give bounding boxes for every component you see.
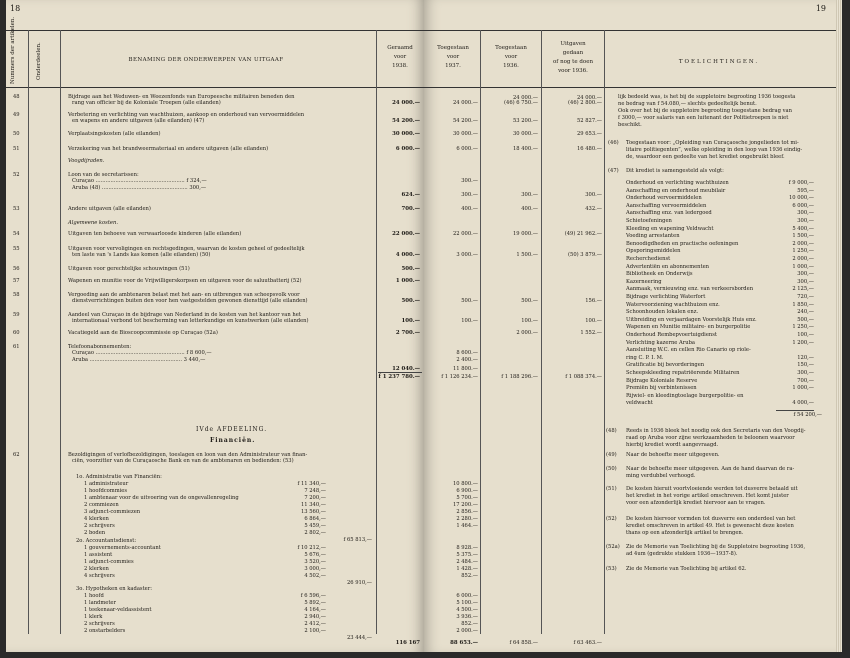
row-description: Vergoeding aan de ambtenaren belast met het aan- en uitbrengen van scheepsvolk voor <box>68 292 300 298</box>
hypotheken-subtotal: 23 444,— <box>347 635 372 641</box>
spec-item: Onderhoud Rembepvoertuigdienst <box>626 332 717 338</box>
row-description-cont: rang van officier bij de Koloniale Troepen (alle eilanden) <box>72 100 221 107</box>
page-total-1936: f 1 188 296.— <box>501 374 538 380</box>
row-description-cont: ciën, voorzitter van de Curaçaosche Bank en van de ambtenaren en bedienden: (53) <box>72 458 294 464</box>
note-line: ad 4um (gedrukte stukken 1936—1937-8). <box>626 551 738 557</box>
row-description: Telefoonabonnementen: <box>68 344 132 350</box>
amount-1936: 400.— <box>521 206 538 212</box>
page-total-1937: f 1 126 234.— <box>441 374 478 380</box>
spec-amount: 6 000,— <box>792 202 814 209</box>
staff-amount: 13 560,— <box>301 509 326 515</box>
amount-geraamd: 500.— <box>401 266 420 272</box>
amount-uitgaven: 100.— <box>585 318 602 325</box>
row-description: Verbetering en verlichting van wachthuizen, aankoop en onderhoud van vervoermiddelen <box>68 112 305 118</box>
spec-item: Schoonhouden lokalen enz. <box>626 309 699 316</box>
note-line: voor een afzonderlijk krediet hiervoor aan te vragen. <box>626 500 766 506</box>
staff-amount: 3 000,— <box>304 566 326 572</box>
staff-line: 1 assistent <box>84 552 113 558</box>
amount-1937: 500.— <box>461 298 478 305</box>
staff-amount: 5 459,— <box>304 523 326 529</box>
row-description: Uitgaven voor gerechtelijke schouwingen (51) <box>68 266 190 272</box>
amount-1936: 500.— <box>521 298 538 305</box>
amount-1937: 24 000.— <box>453 100 478 107</box>
right-page <box>424 0 842 652</box>
spec-item: Bibliotheek en Onderwijs <box>626 271 693 278</box>
amount-1936: 18 400.— <box>513 146 538 152</box>
spec-amount: 5 400,— <box>792 225 814 232</box>
staff-line: 1 ambtenaar voor de uitvoering van de ongevallenregeling <box>84 495 239 501</box>
staff-line: 4 klerken <box>84 516 109 522</box>
note-line: Reeds in 1936 bleek het noodig ook den Secretaris van den Voogdij- <box>626 428 806 434</box>
row-description: Uitgaven voor vervoligingen en rechtsgedingen, waarvan de kosten geheel of gedeeltelijk <box>68 246 305 252</box>
row-description: Loon van de secretarissen: <box>68 172 139 178</box>
spec-amount: 300,— <box>797 271 814 278</box>
staff-1937: 17 200.— <box>453 502 478 508</box>
amount-uitgaven: 24 000.— <box>577 95 602 102</box>
header-toegestaan-1937: Toegestaan voor 1937. <box>437 45 469 69</box>
article-number: 52 <box>13 172 20 178</box>
amount-1937: 400.— <box>461 206 478 212</box>
spec-amount: 500,— <box>797 316 814 323</box>
spec-amount: 595,— <box>797 187 814 194</box>
open-ledger <box>6 0 842 652</box>
accountantsdienst-subtotal: 26 910,— <box>347 580 372 586</box>
spec-item: Opsporingsmiddelen <box>626 248 681 255</box>
amount-geraamd: 30 000.— <box>392 131 420 137</box>
note-line: Zie de Memorie van Toelichting bij artikel 62. <box>626 566 747 572</box>
staff-amount: 5 676,— <box>304 552 326 558</box>
staff-amount: f 10 212,— <box>297 545 326 551</box>
spec-item: Scheepskleeding repatriëerende Militairen <box>626 370 740 376</box>
spec-item: Recherchedienst <box>626 256 671 262</box>
spec-amount: 1 850,— <box>792 301 814 308</box>
spec-amount: 2 000,— <box>792 256 814 262</box>
spec-item: Verlichting kazerne Aruba <box>626 339 695 346</box>
amount-1937: 54 200.— <box>453 118 478 125</box>
article-number: 50 <box>13 131 20 137</box>
note-line: beschikt. <box>618 122 642 128</box>
spec-amount: 2 125,— <box>792 286 814 293</box>
article-number: 48 <box>13 94 20 100</box>
spec-item: Onderhoud vervoermiddelen <box>626 195 702 202</box>
staff-line: 1 hoofdcommies <box>84 488 128 494</box>
staff-line: 2 onstarbelders <box>84 628 126 634</box>
staff-1937: 1 428.— <box>456 566 478 572</box>
page-number-left: 18 <box>10 4 21 13</box>
amount-1937: 300.— <box>461 178 478 185</box>
spec-item: Watervoorziening wachthuizen enz. <box>626 301 720 308</box>
spec-amount: 1 200,— <box>792 339 814 346</box>
header-uitgaven: Uitgaven gedaan of nog te doen voor 1936. <box>552 41 594 74</box>
amount-geraamd: 4 000.— <box>395 252 420 259</box>
article-number: 56 <box>13 266 20 272</box>
amount-1937: 300.— <box>461 192 478 198</box>
row-description: Uitgaven ten behoeve van verwaarloosde kinderen (alle eilanden) <box>68 231 242 237</box>
staff-1937: 10 800.— <box>453 481 478 487</box>
header-description: BENAMING DER ONDERWERPEN VAN UITGAAF <box>128 57 284 63</box>
amount-uitgaven: 16 480.— <box>577 146 602 152</box>
amount-1937: 100.— <box>461 318 478 325</box>
header-parts: Onderdeelen. <box>36 42 42 80</box>
article-number: 51 <box>13 146 20 152</box>
note-key: (52a) <box>606 544 620 550</box>
note-line: het krediet in het vorige artikel omschreven. Het komt juister <box>626 493 789 499</box>
note-key: (46) <box>608 140 619 146</box>
sub-heading: 3o. Hypotheken en kadaster: <box>76 586 152 592</box>
amount-1937: 22 000.— <box>453 231 478 237</box>
staff-1937: 5 100.— <box>456 600 478 606</box>
article-number: 59 <box>13 312 20 318</box>
group-heading: Voogdijraden. <box>68 158 105 164</box>
note-key: (53) <box>606 566 617 572</box>
bottom-total-1936: f 64 858.— <box>509 640 538 646</box>
amount-geraamd: 24 000.— <box>392 100 420 107</box>
row-description-cont: internationaal verbond tot bescherming van letterkundige en kunstwerken (alle eilanden) <box>72 318 309 325</box>
spec-item: Aanmaak, vernieuwing enz. van verkeersborden <box>626 286 754 293</box>
note-line: krediet omschreven in artikel 49. Het is gewenscht deze kosten <box>626 523 794 529</box>
article-number: 49 <box>13 112 20 118</box>
spec-item: Voeding arrestanten <box>626 233 680 240</box>
staff-amount: 6 864,— <box>304 516 326 522</box>
row-description-cont: Curaçao ...................................................... f 324,— <box>72 178 207 185</box>
note-line: f 3000,— voor salaris van een luitenant der Politietroepen is niet <box>618 115 789 121</box>
spec-amount: 2 000,— <box>792 240 814 247</box>
spec-amount: 100,— <box>797 332 814 338</box>
staff-line: 1 gouvernements-accountant <box>84 545 161 551</box>
staff-1937: 5 375.— <box>456 552 478 558</box>
amount-geraamd: 54 200.— <box>392 118 420 125</box>
staff-1937: 4 500.— <box>456 607 478 613</box>
bottom-total-uitgaven: f 63 463.— <box>573 640 602 646</box>
staff-amount: 5 892,— <box>304 600 326 606</box>
section-subtitle: Financiën. <box>210 437 256 444</box>
amount-1937: 8 600.— <box>456 350 478 357</box>
amount-uitgaven: (49) 21 962.— <box>564 231 602 237</box>
staff-amount: 4 502,— <box>304 573 326 579</box>
staff-line: 1 hoofd <box>84 593 104 599</box>
note-line: Naar de behoefte meer uitgegeven. <box>626 452 720 458</box>
bottom-total-1937: 88 653.— <box>450 640 478 646</box>
spec-item: Aansluiting W.C. en cellen Rio Canario op riole- <box>626 347 751 354</box>
row-description: Wapenen en munitie voor de Vrijwilligerskorpsen en uitgaven voor de saluutbatterij (52) <box>68 278 302 284</box>
note-line: De kosten hieruit voortvloeiende werden tot dusverre betaald uit <box>626 486 798 492</box>
spec-item: ring C. P. I. M. <box>626 354 664 361</box>
staff-1937: 2 856.— <box>456 509 478 515</box>
group-heading: Algemeene kosten. <box>68 220 118 226</box>
spec-item: Aanschaffing en onderhoud meubilair <box>626 187 726 194</box>
staff-amount: 11 340,— <box>301 502 326 508</box>
staff-line: 2 schrijvers <box>84 621 115 627</box>
row-description: Bezoldigingen of verlofbezoldigingen, toeslagen en loon van den Administrateur van finan- <box>68 452 308 458</box>
left-page <box>6 0 424 652</box>
staff-1937: 5 700.— <box>456 495 478 501</box>
note-line: Naar de behoefte meer uitgegeven. Aan de hand daarvan de ra- <box>626 466 795 472</box>
note-line: ne bedrag van f 54.080,— slechts gedeeltelijk benut. <box>618 101 757 107</box>
staff-line: 2 klerken <box>84 566 109 572</box>
row-description-cont: Aruba (48) .................................................... 300,— <box>72 184 207 191</box>
header-articles: Nummers der artikelen. <box>10 16 16 84</box>
section-title: IVde AFDEELING. <box>196 426 268 433</box>
amount-1936: 30 000.— <box>513 131 538 137</box>
staff-amount: 2 802,— <box>304 530 326 536</box>
amount-uitgaven: 432.— <box>585 206 602 212</box>
note-line: Toegestaan voor: „Opleiding van Curaçaosche jongelieden tot mi- <box>626 140 799 146</box>
amount-uitgaven: 300.— <box>585 192 602 198</box>
staff-amount: 2 412,— <box>304 621 326 627</box>
total-61: 12 040.— <box>392 366 420 372</box>
spec-amount: 240,— <box>797 309 814 316</box>
sub-heading: 2o. Accountantsdienst: <box>76 538 137 544</box>
amount-1937: 30 000.— <box>453 131 478 137</box>
header-geraamd: Geraamd voor 1938. <box>387 45 413 69</box>
staff-1937: 852.— <box>461 621 478 627</box>
staff-amount: 7 200,— <box>304 495 326 501</box>
staff-line: 1 adjunct-commies <box>84 559 134 565</box>
spec-item: Benoodigdheden en practische oefeningen <box>626 240 739 247</box>
staff-1937: 3 936.— <box>456 614 478 620</box>
note-key: (52) <box>606 516 617 522</box>
article-number: 58 <box>13 292 20 298</box>
amount-geraamd: 1 000.— <box>395 278 420 284</box>
amount-uitgaven: 156.— <box>585 298 602 305</box>
note-line: de, waardoor een gedeelte van het krediet ongebruikt bleef. <box>626 154 785 160</box>
amount-1936: 53 200.— <box>513 118 538 125</box>
header-toelichtingen: TOELICHTINGEN. <box>678 59 760 65</box>
spec-amount: 300,— <box>797 210 814 217</box>
note-key: (47) <box>608 168 619 174</box>
staff-line: 2 boden <box>84 530 106 536</box>
note-line: Ook over het bij de suppletoire begrooting toegestane bedrag van <box>618 108 792 114</box>
staff-1937: 6 000.— <box>456 593 478 599</box>
spec-amount: 1 000,— <box>792 263 814 270</box>
spec-amount: 4 000,— <box>792 400 814 407</box>
page-total-geraamd: f 1 237 780.— <box>378 374 420 380</box>
spec-item: Aanschaffing vervoermiddelen <box>626 202 707 209</box>
row-description-cont: dienstverrichtingen buiten den voor hen vastgestelden gewonen diensttijd (alle eilanden) <box>72 298 308 305</box>
spec-item: Uitbreiding en verjaardagen Voorstelijk Huis enz. <box>626 316 757 323</box>
spec-amount: 720,— <box>797 294 814 300</box>
sub-heading: 1o. Administratie van Financiën: <box>76 474 162 480</box>
staff-amount: 3 520,— <box>304 559 326 565</box>
note-key: (48) <box>606 428 617 434</box>
note-line: raad op Aruba voor zijne werkzaamheden te beloonen waarvoor <box>626 435 795 441</box>
spec-item: Aanschaffing enz. van ledergoed <box>626 210 712 217</box>
note-line: ming verdubbel verhoogd. <box>626 473 696 479</box>
amount-1936: 2 000.— <box>516 330 538 336</box>
staff-amount: 2 100,— <box>304 628 326 634</box>
staff-line: 3 adjunct-commiezen <box>84 509 141 515</box>
spec-amount: 1 500,— <box>792 233 814 240</box>
staff-line: 2 commiezen <box>84 502 119 508</box>
amount-geraamd: 6 000.— <box>395 146 420 152</box>
amount-1936: (46) 6 750.— <box>504 100 538 107</box>
article-number: 60 <box>13 330 20 336</box>
spec-item: Wapenen en Munitie militaire- en burgerpolitie <box>626 324 751 331</box>
page-number-right: 19 <box>815 4 826 13</box>
amount-1936: 100.— <box>521 318 538 325</box>
staff-1937: 2 280.— <box>456 516 478 522</box>
staff-1937: 852.— <box>461 573 478 579</box>
spec-item: Premiën bij verbintenissen <box>626 385 697 392</box>
row-description: Verplaatsingskosten (alle eilanden) <box>68 131 161 137</box>
spec-amount: 300,— <box>797 218 814 224</box>
row-description-cont: ten laste van 's Lands kas komen (alle eilanden) (50) <box>72 252 211 259</box>
spec-item: Bijdrage Koloniale Reserve <box>626 377 698 384</box>
amount-1936: 19 000.— <box>513 231 538 237</box>
note-line: Dit krediet is samengesteld als volgt: <box>626 168 724 174</box>
spec-amount: 1 000,— <box>792 385 814 392</box>
staff-amount: f 11 340,— <box>297 481 326 487</box>
spec-item: Gratificatie bij bevorderingen <box>626 362 705 369</box>
spec-item: Kleeding en wapening Veldwacht <box>626 225 714 232</box>
amount-1936: 1 500.— <box>516 252 538 259</box>
total-61-1937: 11 800.— <box>453 366 478 372</box>
amount-uitgaven: (46) 2 800.— <box>568 100 602 107</box>
spec-amount: 10 000,— <box>789 195 814 202</box>
spec-item: Rijwiel- en kleedingtoelage burgerpolitie- en <box>626 392 744 399</box>
note-line: Zie de Memorie van Toelichting bij de Suppletoire begrooting 1936, <box>626 544 806 550</box>
article-number: 57 <box>13 278 20 284</box>
row-description-cont: en wapens en andere uitgaven (alle eilanden) (47) <box>72 118 205 125</box>
note-key: (50) <box>606 466 617 472</box>
staff-amount: 4 164,— <box>304 607 326 613</box>
staff-1937: 1 464.— <box>456 523 478 529</box>
note-line: hierbij krediet wordt aangevraagd. <box>626 442 719 448</box>
spec-amount: 1 250,— <box>792 324 814 331</box>
amount-geraamd: 100.— <box>401 318 420 325</box>
row-description: Aandeel van Curaçao in de bijdrage van Nederland in de kosten van het kantoor van het <box>68 312 301 318</box>
row-description: Andere uitgaven (alle eilanden) <box>68 206 151 212</box>
staff-line: 1 klerk <box>84 614 103 620</box>
note-line: litaire politiegenten”, welke opleiding in den loop van 1936 eindig- <box>626 147 803 153</box>
staff-amount: 7 248,— <box>304 488 326 494</box>
amount-uitgaven: 29 653.— <box>577 131 602 137</box>
staff-line: 4 schrijvers <box>84 573 115 579</box>
staff-1937: 2 484.— <box>456 559 478 565</box>
staff-1937: 2 000.— <box>456 628 478 634</box>
staff-1937: 8 928.— <box>456 545 478 551</box>
amount-1937: 3 000.— <box>456 252 478 259</box>
rule <box>378 372 422 373</box>
spec-amount: 300,— <box>797 370 814 376</box>
bottom-total-geraamd: 116 167 <box>395 640 420 646</box>
amount-geraamd: 22 000.— <box>392 231 420 237</box>
article-number: 55 <box>13 246 20 252</box>
staff-line: 1 administrateur <box>84 481 129 487</box>
row-description: Bijdrage aan het Weduwen- en Weezenfonds van Europeesche militairen beneden den <box>68 94 295 100</box>
spec-item: Onderhoud en verlichting wachthuizen <box>626 180 729 186</box>
spec-amount: 1 250,— <box>792 248 814 255</box>
row-description-cont: Aruba ........................................................ 3 440,— <box>72 356 206 363</box>
amount-uitgaven: 1 552.— <box>580 330 602 336</box>
article-number: 53 <box>13 206 20 212</box>
article-number: 62 <box>13 452 20 458</box>
spec-item: Advertentiën en abonnementen <box>626 263 710 270</box>
staff-amount: 2 940,— <box>304 614 326 620</box>
spec-item: Schietoefeningen <box>626 218 672 224</box>
header-toegestaan-1936: Toegestaan voor 1936. <box>495 45 527 69</box>
amount-geraamd: 700.— <box>401 206 420 212</box>
row-description: Verzekering van het brandweermateriaal en andere uitgaven (alle eilanden) <box>68 146 269 152</box>
amount-1937: 2 400.— <box>456 356 478 363</box>
spec-amount: 700,— <box>797 377 814 384</box>
staff-amount: f 6 596,— <box>300 593 326 599</box>
spec-total: f 54 200,— <box>793 412 822 418</box>
amount-uitgaven: 52 827.— <box>577 118 602 125</box>
spec-amount: 120,— <box>797 354 814 361</box>
row-description-cont: Curaçao ...................................................... f 8 600,— <box>72 350 212 357</box>
amount-geraamd: 2 700.— <box>395 330 420 336</box>
note-line: lijk bedeeld was, is het bij de suppletoire begrooting 1936 toegesta <box>618 94 796 100</box>
amount-geraamd: 624.— <box>401 192 420 198</box>
amount-1936: 24 000.— <box>513 95 538 102</box>
staff-1937: 6 900.— <box>456 488 478 494</box>
article-number: 54 <box>13 231 20 237</box>
spec-item: Kazerneering <box>626 278 662 285</box>
spec-amount: f 9 000,— <box>788 180 814 186</box>
spec-item: Bijdrage verlichting Waterfort <box>626 294 706 300</box>
page-total-uitgaven: f 1 088 374.— <box>565 374 602 380</box>
note-key: (51) <box>606 486 617 492</box>
administratie-subtotal: f 65 813,— <box>343 537 372 543</box>
row-description: Vacatiegeld aan de Bioscoopcommissie op Curaçao (52a) <box>68 330 218 336</box>
note-line: thans op een afzonderlijk artikel te brengen. <box>626 530 744 536</box>
amount-geraamd: 500.— <box>401 298 420 305</box>
staff-line: 1 landmeter <box>84 600 116 606</box>
spec-amount: 300,— <box>797 278 814 285</box>
article-number: 61 <box>13 344 20 350</box>
note-key: (49) <box>606 452 617 458</box>
rule <box>776 410 814 411</box>
staff-line: 2 schrijvers <box>84 523 115 529</box>
note-line: De kosten hiervoor vormden tot dusverre een onderdeel van het <box>626 516 796 522</box>
spec-amount: 150,— <box>797 362 814 369</box>
amount-1937: 6 000.— <box>456 146 478 152</box>
amount-1936: 300.— <box>521 192 538 198</box>
staff-line: 1 teekenaar-veldassistent <box>84 607 152 613</box>
spec-item: veldwacht <box>626 400 653 407</box>
amount-uitgaven: (50) 3 879.— <box>568 252 602 259</box>
